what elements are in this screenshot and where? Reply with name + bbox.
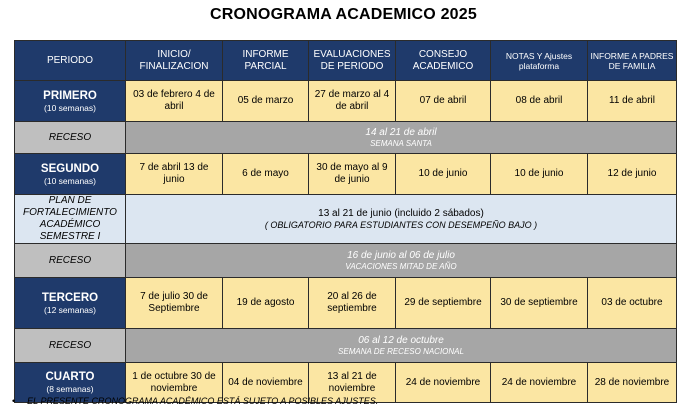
footnote-text: EL PRESENTE CRONOGRAMA ACADÉMICO ESTÁ SUJETO A POSIBLES AJUSTES.: [27, 396, 379, 406]
cell-inicio: 7 de julio 30 de Septiembre: [126, 278, 223, 329]
receso-desc: SEMANA DE RECESO NACIONAL: [338, 346, 464, 356]
cell-inicio: 03 de febrero 4 de abril: [126, 81, 223, 122]
header-informe: INFORME PARCIAL: [223, 41, 309, 81]
period-primero: [15, 81, 126, 122]
cell-notas: 24 de noviembre: [491, 363, 588, 403]
table-row: [15, 81, 677, 122]
receso-body: [126, 122, 677, 154]
bullet-icon: •: [12, 396, 16, 406]
cell-evaluaciones: 27 de marzo al 4 de abril: [309, 81, 396, 122]
receso-label: RECESO: [15, 329, 126, 363]
cell-inicio: 1 de octubre 30 de noviembre: [126, 363, 223, 403]
cell-padres: 11 de abril: [588, 81, 677, 122]
header-inicio: INICIO/ FINALIZACION: [126, 41, 223, 81]
plan-label: PLAN DE FORTALECIMIENTO ACADÉMICO SEMESTRE I: [15, 195, 126, 244]
table-row: [15, 122, 677, 154]
cell-evaluaciones: 20 al 26 de septiembre: [309, 278, 396, 329]
receso-desc: SEMANA SANTA: [370, 138, 432, 148]
cell-informe: 6 de mayo: [223, 154, 309, 195]
receso-dates: 14 al 21 de abril: [365, 126, 437, 138]
period-name: CUARTO: [45, 371, 95, 383]
header-consejo: CONSEJO ACADEMICO: [396, 41, 491, 81]
cell-padres: 12 de junio: [588, 154, 677, 195]
period-weeks: (10 semanas): [44, 175, 96, 186]
receso-body: [126, 329, 677, 363]
cell-informe: 05 de marzo: [223, 81, 309, 122]
cell-evaluaciones: 13 al 21 de noviembre: [309, 363, 396, 403]
period-weeks: (10 semanas): [44, 102, 96, 113]
receso-label: RECESO: [15, 122, 126, 154]
plan-dates: 13 al 21 de junio (incluido 2 sábados): [318, 207, 484, 219]
cell-notas: 10 de junio: [491, 154, 588, 195]
table-row: [15, 278, 677, 329]
period-name: PRIMERO: [43, 89, 97, 102]
period-name: TERCERO: [41, 291, 99, 304]
header-padres: INFORME A PADRES DE FAMILIA: [588, 41, 677, 81]
table-row: [15, 195, 677, 244]
schedule-table: [14, 40, 677, 403]
cell-notas: 08 de abril: [491, 81, 588, 122]
cell-consejo: 24 de noviembre: [396, 363, 491, 403]
period-weeks: (8 semanas): [46, 384, 94, 394]
footnote: [12, 396, 378, 406]
cell-padres: 28 de noviembre: [588, 363, 677, 403]
receso-dates: 06 al 12 de octubre: [358, 334, 444, 346]
header-evaluaciones: EVALUACIONES DE PERIODO: [309, 41, 396, 81]
table-row: [15, 329, 677, 363]
cell-informe: 19 de agosto: [223, 278, 309, 329]
receso-dates: 16 de junio al 06 de julio: [347, 249, 455, 261]
cell-consejo: 29 de septiembre: [396, 278, 491, 329]
period-name: SEGUNDO: [40, 162, 100, 175]
cell-inicio: 7 de abril 13 de junio: [126, 154, 223, 195]
period-segundo: [15, 154, 126, 195]
receso-desc: VACACIONES MITAD DE AÑO: [345, 261, 457, 271]
cell-evaluaciones: 30 de mayo al 9 de junio: [309, 154, 396, 195]
header-periodo: PERIODO: [15, 41, 126, 81]
receso-body: [126, 244, 677, 278]
cell-consejo: 10 de junio: [396, 154, 491, 195]
table-row: [15, 154, 677, 195]
header-row: [15, 41, 677, 81]
cell-consejo: 07 de abril: [396, 81, 491, 122]
plan-body: [126, 195, 677, 244]
cell-notas: 30 de septiembre: [491, 278, 588, 329]
plan-note: ( OBLIGATORIO PARA ESTUDIANTES CON DESEMPEÑO BAJO ): [264, 219, 538, 230]
period-weeks: (12 semanas): [44, 304, 96, 315]
table-row: [15, 244, 677, 278]
page-title: CRONOGRAMA ACADEMICO 2025: [210, 6, 477, 23]
period-tercero: [15, 278, 126, 329]
cell-padres: 03 de octubre: [588, 278, 677, 329]
header-notas: NOTAS Y Ajustes plataforma: [491, 41, 588, 81]
cell-informe: 04 de noviembre: [223, 363, 309, 403]
receso-label: RECESO: [15, 244, 126, 278]
